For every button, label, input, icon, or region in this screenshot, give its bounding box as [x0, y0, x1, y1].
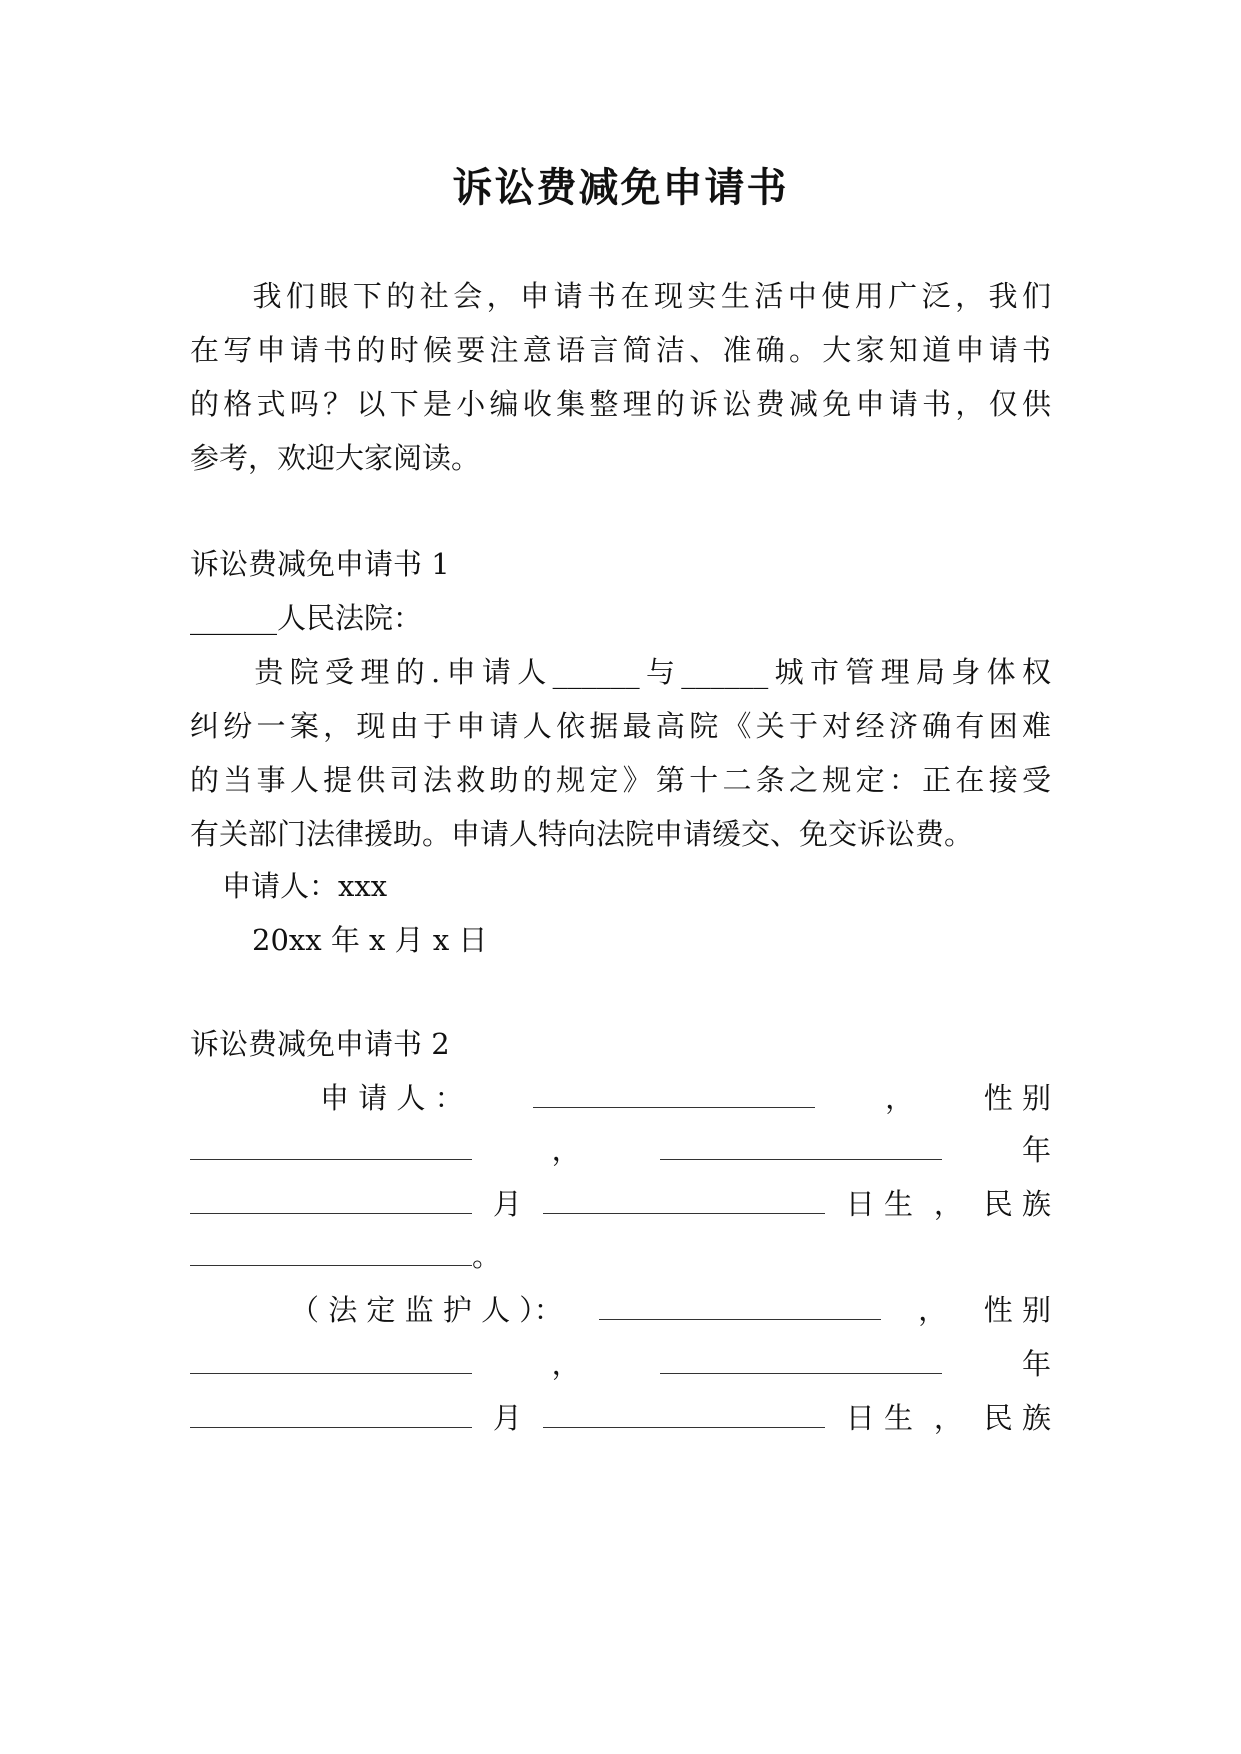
comma: ， [551, 1133, 581, 1167]
applicant-row [320, 1078, 1051, 1118]
period: 。 [472, 1239, 502, 1273]
guardian-row [290, 1290, 1051, 1330]
year-label: 年 [1021, 1347, 1051, 1381]
document-title: 诉讼费减免申请书 [452, 164, 789, 211]
ethnicity-label: 民 族 [983, 1187, 1051, 1221]
section-1-heading: 诉讼费减免申请书 1 [190, 547, 450, 581]
born-label: 日 生 [845, 1187, 913, 1221]
guardian-month-row [190, 1398, 1051, 1438]
applicant-month-row [190, 1184, 1051, 1224]
month-label: 月 [492, 1187, 522, 1221]
guardian-birth-year-field[interactable] [660, 1345, 942, 1374]
guardian-label: （ 法 定 监 护 人 ）： [290, 1293, 563, 1327]
applicant-birth-day-field[interactable] [543, 1185, 825, 1214]
section-1-date: 20xx 年 x 月 x 日 [252, 923, 488, 957]
intro-line-4: 参考，欢迎大家阅读。 [190, 441, 481, 475]
applicant-birth-year-field[interactable] [660, 1131, 942, 1160]
guardian-name-field[interactable] [599, 1291, 881, 1320]
comma: ， [918, 1293, 948, 1327]
applicant-ethnicity-row [190, 1236, 1051, 1276]
comma: ， [933, 1401, 963, 1435]
comma: ， [933, 1187, 963, 1221]
born-label: 日 生 [845, 1401, 913, 1435]
section-1-signature: 申请人：xxx [222, 869, 388, 903]
section-1-body-line-3: 的当事人提供司法救助的规定》第十二条之规定：正在接受 [190, 763, 1051, 797]
gender-label: 性 别 [983, 1081, 1051, 1115]
section-1-body-line-4: 有关部门法律援助。申请人特向法院申请缓交、免交诉讼费。 [190, 817, 974, 851]
intro-line-1: 我们眼下的社会，申请书在现实生活中使用广泛，我们 [248, 279, 1051, 313]
year-label: 年 [1021, 1133, 1051, 1167]
section-1-body-line-1: 贵院受理的.申请人______与______城市管理局身体权 [248, 655, 1051, 689]
applicant-ethnicity-field[interactable] [190, 1237, 472, 1266]
guardian-birth-day-field[interactable] [543, 1399, 825, 1428]
section-1-body-line-2: 纠纷一案，现由于申请人依据最高院《关于对经济确有困难 [190, 709, 1051, 743]
guardian-birth-month-field[interactable] [190, 1399, 472, 1428]
section-1-addressee: ______人民法院： [190, 601, 423, 635]
guardian-gender-field[interactable] [190, 1345, 472, 1374]
applicant-birth-month-field[interactable] [190, 1185, 472, 1214]
intro-line-2: 在写申请书的时候要注意语言简洁、准确。大家知道申请书 [190, 333, 1051, 367]
applicant-birth-row [190, 1130, 1051, 1170]
applicant-label: 申 请 人 ： [320, 1081, 464, 1115]
guardian-birth-row [190, 1344, 1051, 1384]
gender-label: 性 别 [983, 1293, 1051, 1327]
applicant-gender-field[interactable] [190, 1131, 472, 1160]
comma: ， [885, 1081, 915, 1115]
ethnicity-label: 民 族 [983, 1401, 1051, 1435]
month-label: 月 [492, 1401, 522, 1435]
comma: ， [551, 1347, 581, 1381]
intro-line-3: 的格式吗？以下是小编收集整理的诉讼费减免申请书，仅供 [190, 387, 1051, 421]
section-2-heading: 诉讼费减免申请书 2 [190, 1027, 450, 1061]
applicant-name-field[interactable] [533, 1079, 815, 1108]
